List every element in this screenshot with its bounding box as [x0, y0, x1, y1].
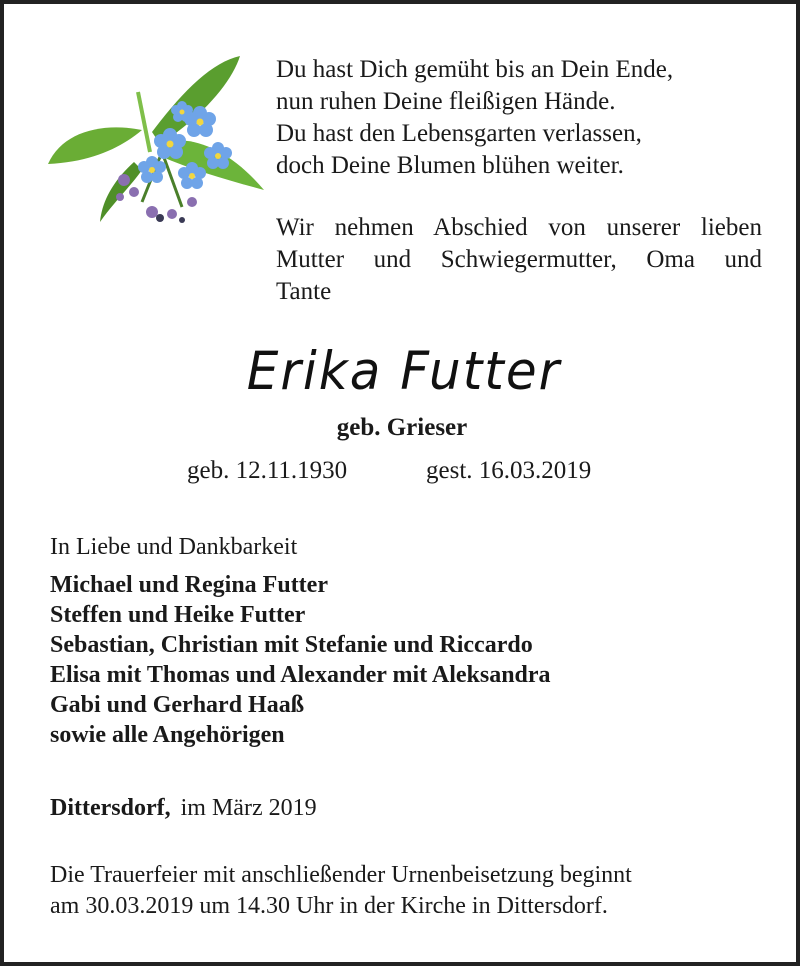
date: im März 2019	[180, 795, 317, 821]
mourner-name: Gabi und Gerhard Haaß	[50, 692, 305, 718]
poem	[276, 54, 762, 308]
mourner-name: Sebastian, Christian mit Stefanie und Riccardo	[50, 632, 533, 658]
mourner-name: Michael und Regina Futter	[50, 572, 328, 598]
place: Dittersdorf,	[50, 795, 171, 821]
mourners-list	[50, 570, 551, 750]
place-date	[50, 795, 317, 822]
poem-line: Du hast den Lebensgarten verlassen,	[276, 120, 642, 147]
mourner-name: sowie alle Angehörigen	[50, 722, 285, 748]
mourner-name: Elisa mit Thomas und Alexander mit Aleksandra	[50, 662, 551, 688]
death-date: gest. 16.03.2019	[426, 457, 592, 484]
service-line: am 30.03.2019 um 14.30 Uhr in der Kirche in Dittersdorf.	[50, 893, 608, 919]
mourners-intro: In Liebe und Dankbarkeit	[50, 534, 298, 560]
farewell-line: Wir nehmen Abschied von unserer lieben	[276, 214, 762, 241]
farewell-line: Mutter und Schwiegermutter, Oma und	[276, 246, 762, 273]
birth-date: geb. 12.11.1930	[187, 457, 348, 484]
forget-me-not-flower-icon	[42, 52, 272, 227]
poem-line: doch Deine Blumen blühen weiter.	[276, 152, 624, 179]
deceased-name: Erika Futter	[246, 340, 562, 402]
poem-line: nun ruhen Deine fleißigen Hände.	[276, 88, 616, 115]
poem-line: Du hast Dich gemüht bis an Dein Ende,	[276, 56, 674, 83]
farewell-line: Tante	[276, 278, 332, 305]
service-info	[50, 860, 762, 922]
maiden-name: geb. Grieser	[336, 414, 468, 441]
service-line: Die Trauerfeier mit anschließender Urnenbeisetzung beginnt	[50, 862, 632, 888]
mourner-name: Steffen und Heike Futter	[50, 602, 306, 628]
maiden-name-block	[4, 414, 800, 442]
